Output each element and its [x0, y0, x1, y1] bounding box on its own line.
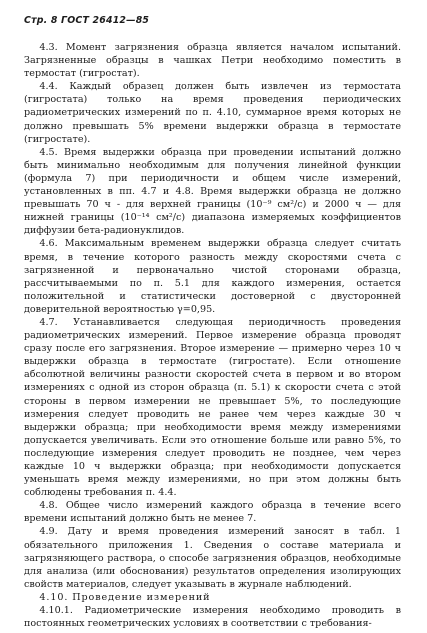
clause-4-7: 4.7. Устанавливается следующая периодичность проведения радиометрических измерений. Первое измерение образца проводят сразу после его загрязнения. Второе измерение — примерно через 10 ч выдержки образца в термостате (гигростате). Если отношение абсолютной величины разности скоростей счета в первом и во втором измерениях с одной из сторон образца (п. 5.1) к скорости счета с этой стороны в первом измерении не превышает 5%, то последующие измерения следует проводить не ранее чем через каждые 30 ч выдержки образца; при необходимости время между измерениями допускается увеличивать. Если это отношение больше или равно 5%, то последующие измерения следует проводить не позднее, чем через каждые 10 ч выдержки образца; при необходимости допускается уменьшать время между измерениями, но при этом должны быть соблюдены требования п. 4.4.: [24, 316, 401, 499]
clause-4-6: 4.6. Максимальным временем выдержки образца следует считать время, в течение которого разность между скоростями счета с загрязненной и первоначально чистой сторонами образца, рассчитываемыми по п. 5.1 для каждого измерения, остается положительной и статистически достоверной с двусторонней доверительной вероятностью γ=0,95.: [24, 238, 401, 315]
clause-4-9: 4.9. Дату и время проведения измерений заносят в табл. 1 обязательного приложения 1. Сведения о составе материала и загрязняющего раствора, о способе загрязнения образцов, необходимые для анализа (или обоснования) результатов определения изолирующих свойств материалов, следует указывать в журнале наблюдений.: [24, 526, 401, 590]
clause-4-5: 4.5. Время выдержки образца при проведении испытаний должно быть минимально необходимым для получения линейной функции (формула 7) при периодичности и общем числе измерений, установленных в пп. 4.7 и 4.8. Время выдержки образца не должно превышать 70 ч - для верхней границы (10⁻⁹ см²/с) и 2000 ч — для нижней границы (10⁻¹⁴ см²/с) диапазона измеряемых коэффициентов диффузии бета-радионуклидов.: [24, 146, 401, 237]
clause-4-8: 4.8. Общее число измерений каждого образца в течение всего времени испытаний должно быть не менее 7.: [24, 500, 401, 525]
section-heading-4-10: 4.10. Проведение измерений: [39, 591, 211, 603]
clause-4-10-1: 4.10.1. Радиометрические измерения необходимо проводить в постоянных геометрических условиях в соответствии с требования-: [24, 605, 401, 630]
page-header: Стр. 8 ГОСТ 26412—85: [24, 15, 150, 26]
clause-4-3: 4.3. Момент загрязнения образца является началом испытаний. Загрязненные образцы в чашках Петри необходимо поместить в термостат (гигростат).: [24, 42, 401, 80]
clause-4-4: 4.4. Каждый образец должен быть извлечен из термостата (гигростата) только на время проведения периодических радиометрических измерений по п. 4.10, суммарное время которых не должно превышать 5% времени выдержки образца в термостате (гигростате).: [24, 81, 401, 145]
